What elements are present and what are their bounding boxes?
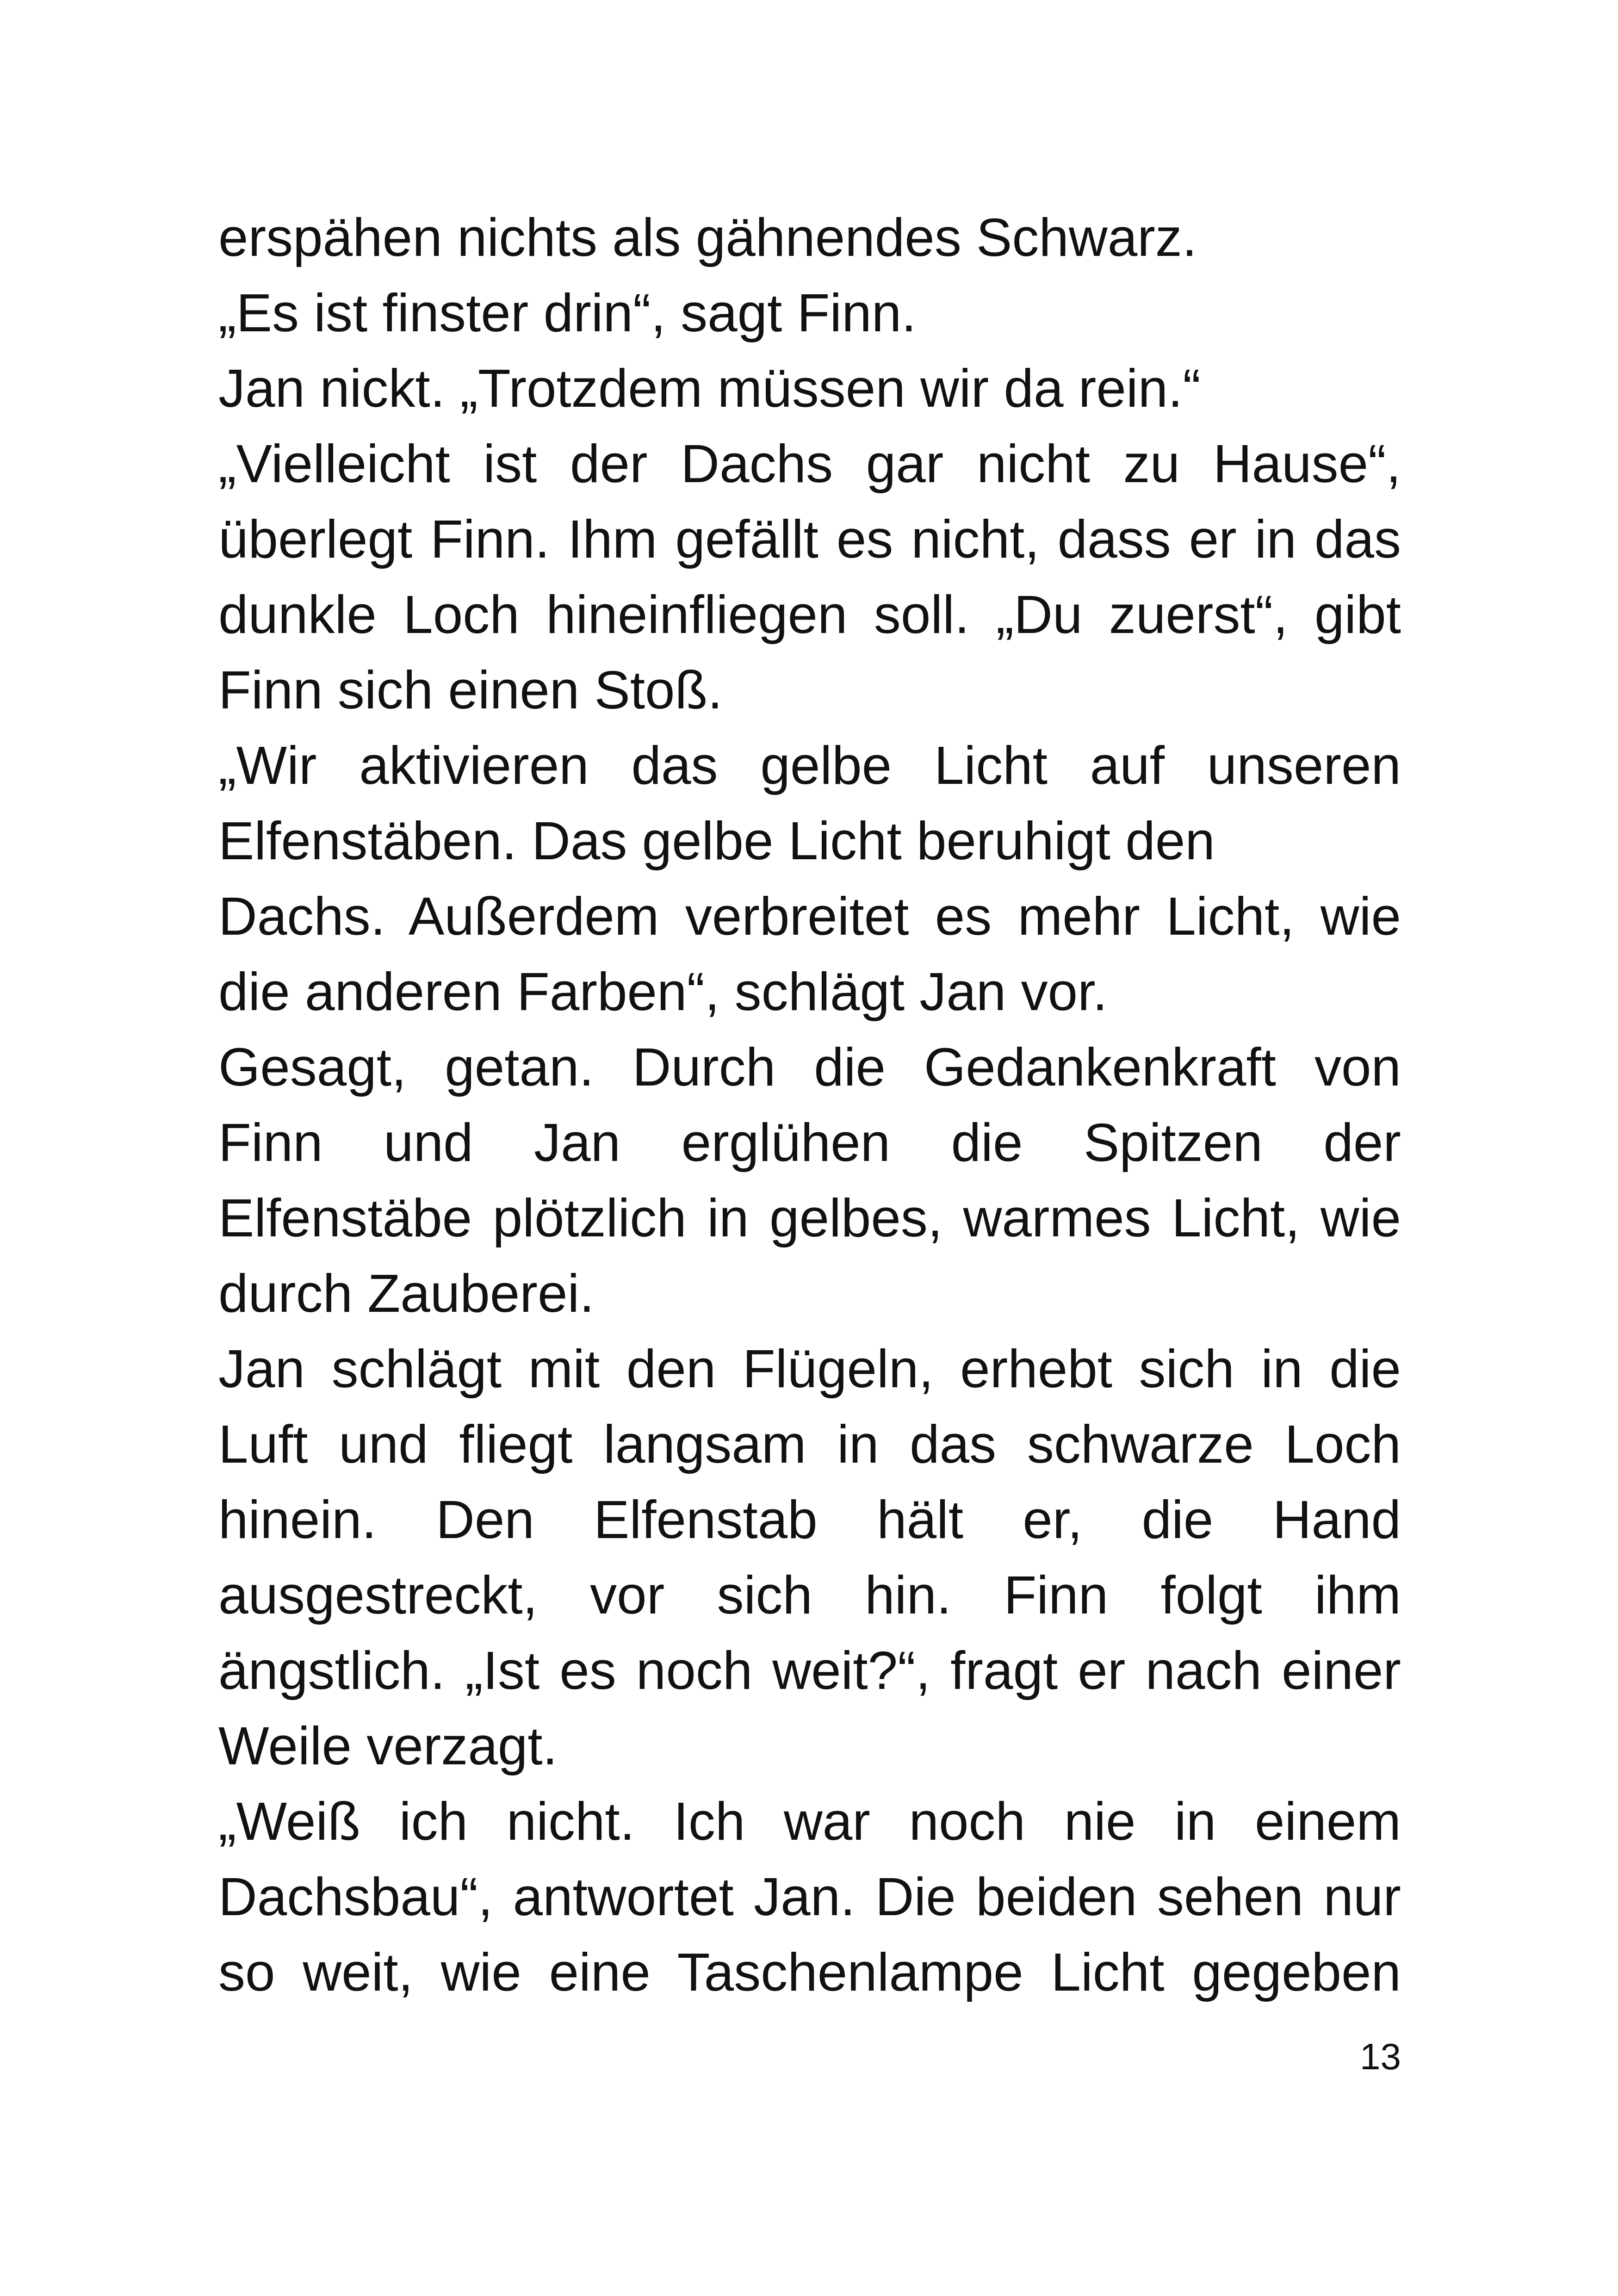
text-line: hinein. Den Elfenstab hält er, die Hand (218, 1489, 1401, 1550)
text-line: die anderen Farben“, schlägt Jan vor. (218, 962, 1108, 1022)
text-line: Finn sich einen Stoß. (218, 660, 723, 720)
text-line: Dachsbau“, antwortet Jan. Die beiden sehen nur (218, 1867, 1401, 1927)
text-line: Elfenstäben. Das gelbe Licht beruhigt den (218, 811, 1215, 871)
text-line: „Weiß ich nicht. Ich war noch nie in einem (218, 1791, 1401, 1851)
body-text (218, 200, 1401, 2010)
text-line: Dachs. Außerdem verbreitet es mehr Licht, wie (218, 886, 1401, 946)
text-line: so weit, wie eine Taschenlampe Licht gegeben (218, 1942, 1401, 2002)
text-line: Jan nickt. „Trotzdem müssen wir da rein.“ (218, 358, 1201, 418)
text-line: Weile verzagt. (218, 1716, 558, 1776)
page-number: 13 (1360, 2036, 1401, 2077)
text-line: „Es ist finster drin“, sagt Finn. (218, 283, 917, 343)
text-line: ausgestreckt, vor sich hin. Finn folgt ihm (218, 1565, 1401, 1625)
text-line: überlegt Finn. Ihm gefällt es nicht, dass er in das (218, 509, 1401, 569)
text-line: Jan schlägt mit den Flügeln, erhebt sich in die (218, 1339, 1401, 1399)
text-line: Gesagt, getan. Durch die Gedankenkraft von (218, 1037, 1401, 1097)
text-line: Luft und fliegt langsam in das schwarze Loch (218, 1414, 1401, 1474)
text-line: „Vielleicht ist der Dachs gar nicht zu Hause“, (218, 434, 1401, 494)
text-line: ängstlich. „Ist es noch weit?“, fragt er nach einer (218, 1640, 1401, 1700)
text-line: „Wir aktivieren das gelbe Licht auf unseren (218, 735, 1401, 795)
text-line: Finn und Jan erglühen die Spitzen der (218, 1112, 1401, 1173)
text-line: erspähen nichts als gähnendes Schwarz. (218, 207, 1197, 267)
text-line: dunkle Loch hineinfliegen soll. „Du zuerst“, gibt (218, 584, 1401, 645)
text-line: durch Zauberei. (218, 1263, 595, 1323)
text-line: Elfenstäbe plötzlich in gelbes, warmes Licht, wie (218, 1188, 1401, 1248)
